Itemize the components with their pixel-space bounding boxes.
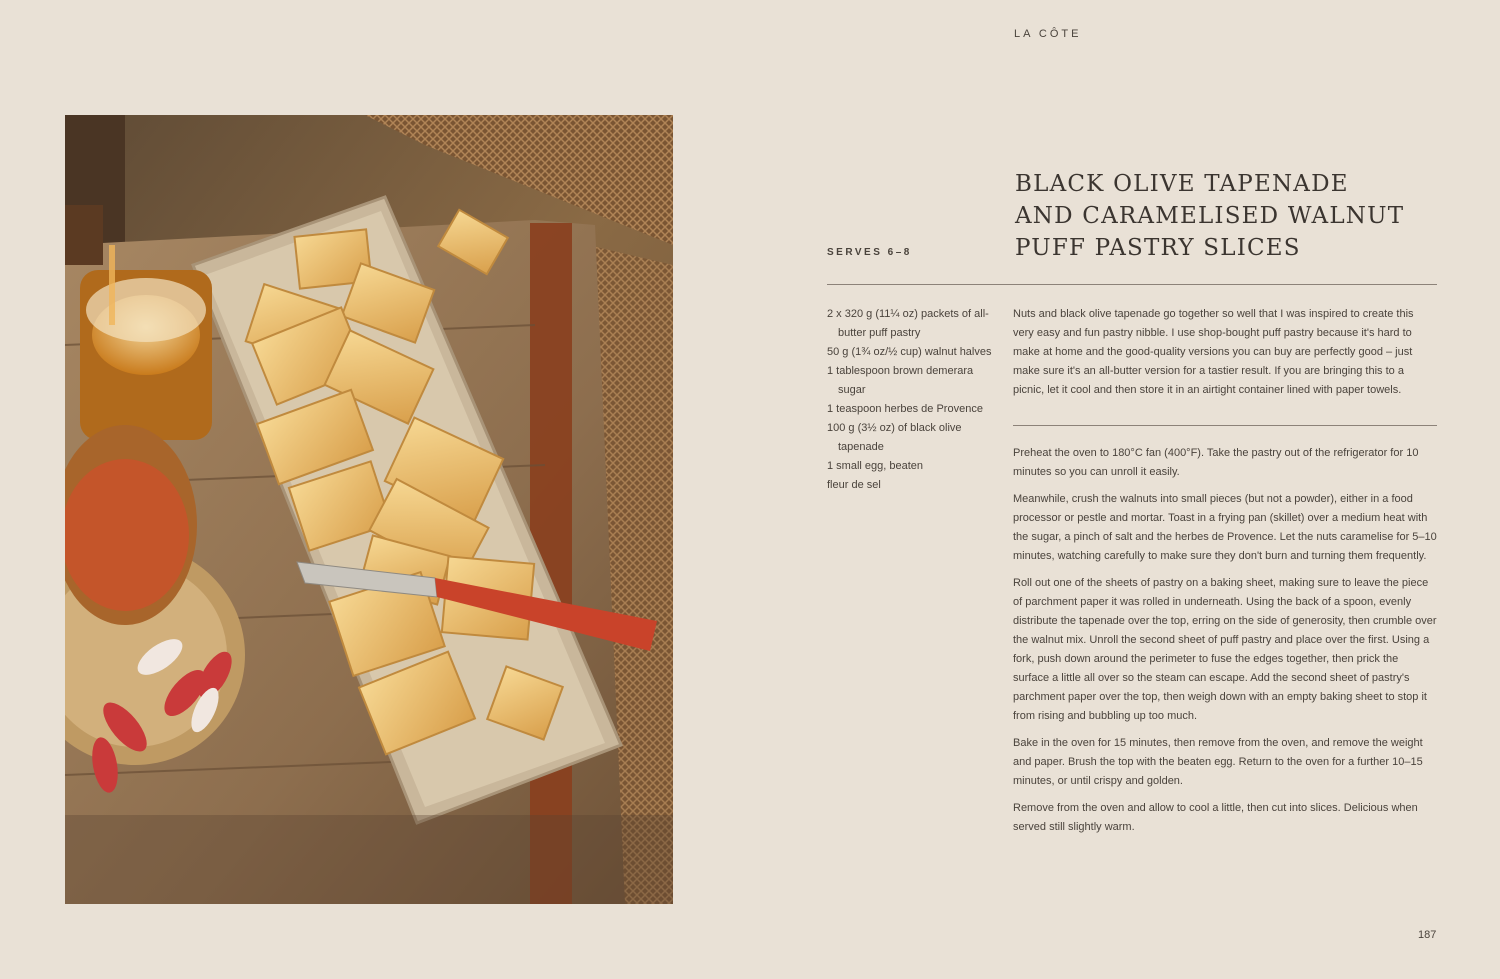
method-step: Meanwhile, crush the walnuts into small pieces (but not a powder), either in a food processor or pestle and mortar. Toast in a frying pan (skillet) over a medium heat with the sugar, a pinch of salt and the herbes de Provence. Let the nuts caramelise for 5–10 minutes, watching carefully to make sure they don't burn and turning them frequently. — [1013, 493, 1437, 562]
ingredient-item: 100 g (3½ oz) of black olive tapenade — [827, 422, 962, 453]
ingredients-list — [827, 305, 1002, 495]
ingredient-item: fleur de sel — [827, 479, 881, 491]
recipe-title-line-3: PUFF PASTRY SLICES — [1015, 235, 1301, 261]
ingredient-item: 1 teaspoon herbes de Provence — [827, 403, 983, 415]
ingredient-item: 2 x 320 g (11¼ oz) packets of all-butter puff pastry — [827, 308, 989, 339]
method-step: Remove from the oven and allow to cool a little, then cut into slices. Delicious when served still slightly warm. — [1013, 802, 1418, 833]
method-step: Preheat the oven to 180°C fan (400°F). Take the pastry out of the refrigerator for 10 minutes so you can unroll it easily. — [1013, 447, 1419, 478]
method-steps — [1013, 444, 1437, 845]
intro-divider — [1013, 425, 1437, 426]
ingredient-item: 50 g (1¾ oz/½ cup) walnut halves — [827, 346, 992, 358]
ingredient-item: 1 tablespoon brown demerara sugar — [827, 365, 974, 396]
running-head: LA CÔTE — [1014, 28, 1082, 40]
section-divider — [827, 284, 1437, 285]
recipe-title — [1015, 168, 1435, 264]
recipe-title-line-2: AND CARAMELISED WALNUT — [1015, 203, 1405, 229]
food-photo — [65, 115, 673, 904]
method-step: Roll out one of the sheets of pastry on a baking sheet, making sure to leave the piece of parchment paper it was rolled in underneath. Using the back of a spoon, evenly distribute the tapenade over the top, erring on the side of generosity, then crumble over the walnut mix. Unroll the second sheet of puff pastry and place over the first. Using a fork, push down around the perimeter to fuse the edges together, then prick the surface a little all over so the steam can escape. Add the second sheet of pastry's parchment paper over the top, then weigh down with an empty baking sheet to stop it from rising and bubbling up too much. — [1013, 577, 1437, 722]
ingredient-item: 1 small egg, beaten — [827, 460, 924, 472]
recipe-title-line-1: BLACK OLIVE TAPENADE — [1015, 171, 1349, 197]
serves-label: SERVES 6–8 — [827, 247, 912, 258]
page-number: 187 — [1418, 929, 1437, 941]
recipe-intro: Nuts and black olive tapenade go together so well that I was inspired to create this very easy and fun pastry nibble. I use shop-bought puff pastry because it's hard to make at home and the good-quality versions you can buy are perfectly good – just make sure it's an all-butter version for a tastier result. If you are bringing this to a picnic, let it cool and then store it in an airtight container lined with paper towels. — [1013, 308, 1414, 396]
method-step: Bake in the oven for 15 minutes, then remove from the oven, and remove the weight and paper. Brush the top with the beaten egg. Return to the oven for a further 10–15 minutes, or until crispy and golden. — [1013, 737, 1423, 787]
